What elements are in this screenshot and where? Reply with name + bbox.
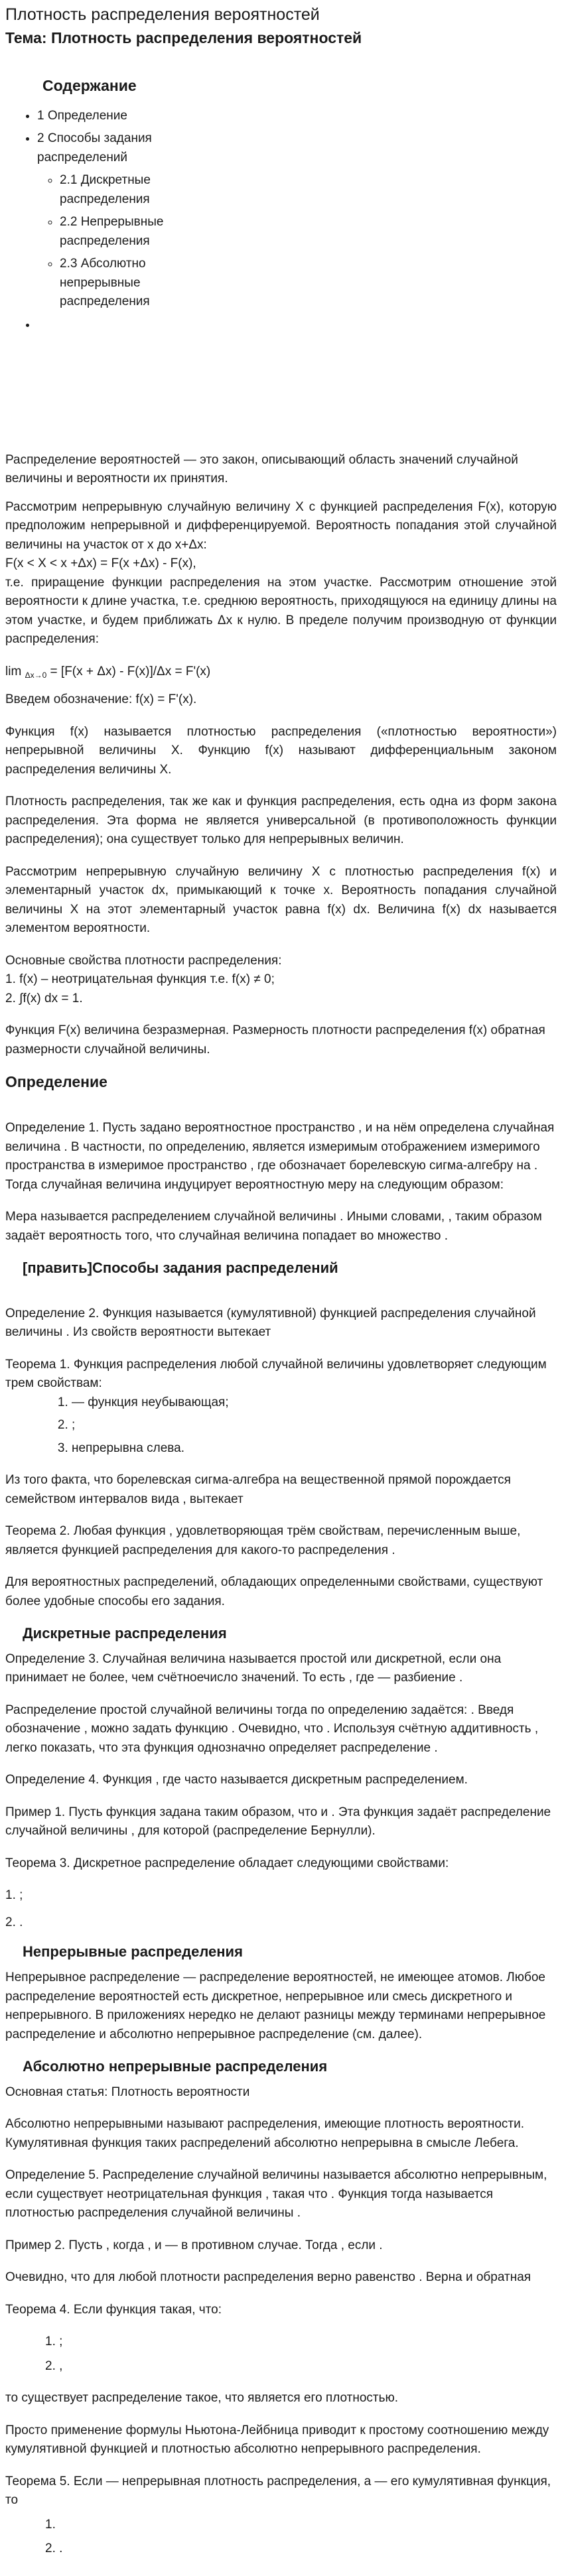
methods-paragraph: Теорема 1. Функция распределения любой случайной величины удовлетворяет следующим трем свойствам:: [5, 1357, 547, 1391]
toc-list: [5, 107, 557, 334]
theorem-properties-list: [5, 1393, 557, 1458]
absolute-paragraph: то существует распределение такое, что является его плотностью.: [5, 2391, 399, 2406]
definition-paragraph: Определение 1. Пусть задано вероятностное пространство , и на нём определена случайная величина . В частности, по определению, является измеримым отображением измеримого пространства в измеримое пространство , где обозначает борелевскую сигма-алгебру на . Тогда случайная величина индуцирует вероятностную меру на следующим образом:: [5, 1121, 555, 1192]
methods-paragraph: Теорема 2. Любая функция , удовлетворяющая трём свойствам, перечисленным выше, является функцией распределения для какого-то распределения .: [5, 1524, 521, 1557]
discrete-paragraph: Распределение простой случайной величины тогда по определению задаётся: . Введя обозначение , можно задать функцию . Очевидно, что . Используя счётную аддитивность , легко показать, что эта функция однозначно определяет распределение .: [5, 1703, 539, 1755]
intro-paragraph: Рассмотрим непрерывную случайную величину X с функцией распределения F(x), которую предположим непрерывной и дифференцируемой. Вероятность попадания этой случайной величины на участок от х до х+Δх:: [5, 499, 557, 552]
toc-sublist: [37, 171, 183, 312]
toc-empty-item: [37, 316, 557, 334]
limit-prefix: lim: [5, 664, 22, 678]
discrete-paragraph: Пример 1. Пусть функция задана таким образом, что и . Эта функция задаёт распределение случайной величины , для которой (распределение Бернулли).: [5, 1805, 551, 1838]
list-item: 2. .: [45, 2542, 63, 2556]
main-article-note: Основная статья: Плотность вероятности: [5, 2085, 250, 2099]
table-of-contents: [5, 74, 557, 334]
section-heading-methods[interactable]: [править]Способы задания распределений: [23, 1259, 338, 1277]
section-heading-absolute: Абсолютно непрерывные распределения: [23, 2058, 328, 2075]
discrete-paragraph: Определение 4. Функция , где часто называется дискретным распределением.: [5, 1773, 468, 1787]
absolute-paragraph: Просто применение формулы Ньютона-Лейбница приводит к простому соотношению между кумулятивной функцией и плотностью абсолютно непрерывного распределения.: [5, 2423, 549, 2457]
section-heading-definition: Определение: [5, 1073, 107, 1091]
formula-line: F(x < X < x +Δx) = F(x +Δx) - F(x),: [5, 556, 196, 571]
intro-paragraph: Плотность распределения, так же как и функция распределения, есть одна из форм закона распределения. Эта форма не является универсальной (в противоположность функции распределения); она существует только для непрерывных величин.: [5, 795, 557, 847]
section-heading-continuous: Непрерывные распределения: [23, 1943, 243, 1961]
intro-paragraph: Распределение вероятностей — это закон, описывающий область значений случайной величины и вероятности их принятия.: [5, 452, 518, 486]
list-item: 3. непрерывна слева.: [72, 1439, 557, 1458]
intro-paragraph: т.е. приращение функции распределения на этом участке. Рассмотрим отношение этой вероятности к длине участка, т.е. среднюю вероятность, приходящуюся на единицу длины на этом участке, и будем приближать Δх к нулю. В пределе получим производную от функции распределения:: [5, 575, 557, 647]
intro-paragraph: Функция f(x) называется плотностью распределения («плотностью вероятности») непрерывной величины Х. Функцию f(x) называют дифференциальным законом распределения величины Х.: [5, 724, 557, 777]
toc-link-methods[interactable]: 2 Способы задания распределений: [37, 131, 152, 164]
toc-item-continuous[interactable]: [60, 213, 206, 251]
properties-title: Основные свойства плотности распределения:: [5, 953, 282, 968]
list-item: 2. ;: [72, 1416, 557, 1435]
absolute-paragraph: Теорема 5. Если — непрерывная плотность распределения, а — его кумулятивная функция, то: [5, 2474, 551, 2508]
topic-heading: Тема: Плотность распределения вероятностей: [5, 29, 362, 46]
toc-link-continuous[interactable]: 2.2 Непрерывные распределения: [60, 215, 164, 248]
toc-link-discrete[interactable]: 2.1 Дискретные распределения: [60, 173, 151, 206]
absolute-paragraph: Абсолютно непрерывными называют распределения, имеющие плотность вероятности. Кумулятивная функция таких распределений абсолютно непрерывна в смысле Лебега.: [5, 2117, 524, 2150]
limit-expression: = [F(x + Δx) - F(x)]/Δx = F'(x): [50, 664, 211, 678]
list-item: 1. ;: [5, 1888, 23, 1903]
definition-paragraph: Мера называется распределением случайной величины . Иными словами, , таким образом задаёт вероятность того, что случайная величина попадает во множество .: [5, 1210, 542, 1243]
toc-item-absolute[interactable]: [60, 255, 206, 312]
property-item: 2. ∫f(x) dx = 1.: [5, 991, 83, 1005]
limit-formula: [5, 663, 557, 682]
methods-paragraph: Из того факта, что борелевская сигма-алгебра на вещественной прямой порождается семейством интервалов вида , вытекает: [5, 1473, 511, 1506]
document-page: [0, 4, 562, 2576]
toc-item-methods[interactable]: [37, 129, 183, 312]
list-item: 1.: [45, 2517, 56, 2532]
toc-item-discrete[interactable]: [60, 171, 206, 209]
limit-subscript: Δx→0: [25, 670, 47, 680]
property-item: 1. f(x) – неотрицательная функция т.е. f(x) ≠ 0;: [5, 972, 275, 987]
toc-link-absolute[interactable]: 2.3 Абсолютно непрерывные распределения: [60, 257, 150, 309]
blank-spacer: [5, 338, 557, 451]
document-title: Плотность распределения вероятностей: [5, 5, 320, 24]
discrete-properties-list: [5, 1886, 557, 1932]
theorem4-list: [5, 2333, 557, 2376]
list-item: 2. .: [5, 1915, 23, 1929]
absolute-paragraph: Теорема 4. Если функция такая, что:: [5, 2302, 222, 2317]
toc-item-definition[interactable]: [37, 107, 557, 126]
toc-heading: Содержание: [42, 77, 137, 95]
absolute-paragraph: Определение 5. Распределение случайной величины называется абсолютно непрерывным, если существует неотрицательная функция , такая что . Функция тогда называется плотностью распределения случайной величины .: [5, 2168, 547, 2221]
absolute-paragraph: Очевидно, что для любой плотности распределения верно равенство . Верна и обратная: [5, 2270, 531, 2285]
toc-link-definition[interactable]: 1 Определение: [37, 108, 127, 123]
notation-line: Введем обозначение: f(x) = F'(x).: [5, 692, 197, 707]
list-item: 1. ;: [45, 2335, 63, 2349]
methods-paragraph: Определение 2. Функция называется (кумулятивной) функцией распределения случайной величины . Из свойств вероятности вытекает: [5, 1306, 536, 1340]
intro-paragraph: Рассмотрим непрерывную случайную величину Х с плотностью распределения f(x) и элементарный участок dx, примыкающий к точке х. Вероятность попадания случайной величины Х на этот элементарный участок равна f(x) dx. Величина f(x) dx называется элементом вероятности.: [5, 864, 557, 936]
list-item: 2. ,: [45, 2358, 63, 2373]
methods-paragraph: Для вероятностных распределений, обладающих определенными свойствами, существуют более удобные способы его задания.: [5, 1575, 543, 1608]
continuous-paragraph: Непрерывное распределение — распределение вероятностей, не имеющее атомов. Любое распределение вероятностей есть дискретное, непрерывное или смесь дискретного и непрерывного. В приложениях нередко не делают разницы между терминами непрерывное распределение и абсолютно непрерывное распределение (см. далее).: [5, 1970, 546, 2041]
list-item: 1. — функция неубывающая;: [72, 1393, 557, 1413]
discrete-paragraph: Определение 3. Случайная величина называется простой или дискретной, если она принимает не более, чем счётноечисло значений. То есть , где — разбиение .: [5, 1651, 502, 1685]
absolute-paragraph: Пример 2. Пусть , когда , и — в противном случае. Тогда , если .: [5, 2238, 383, 2252]
section-heading-discrete: Дискретные распределения: [23, 1625, 227, 1642]
intro-paragraph: Функция F(x) величина безразмерная. Размерность плотности распределения f(x) обратная размерности случайной величины.: [5, 1023, 545, 1057]
discrete-paragraph: Теорема 3. Дискретное распределение обладает следующими свойствами:: [5, 1856, 449, 1870]
theorem5-list: [5, 2516, 557, 2559]
